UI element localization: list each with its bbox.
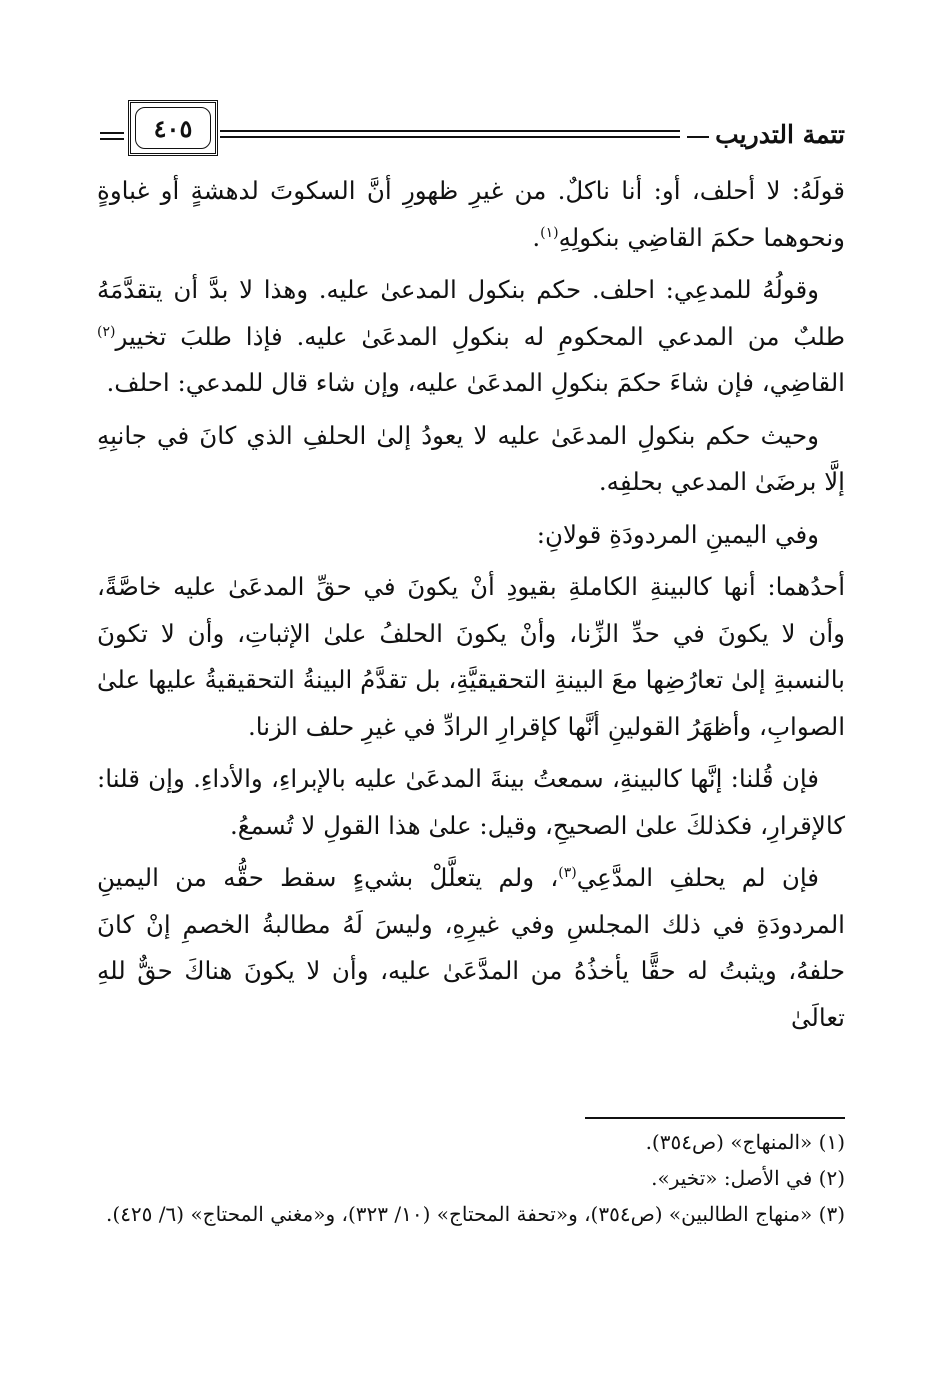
paragraph-2 (97, 267, 845, 407)
paragraph-1-end: . (532, 222, 541, 252)
footnote-separator (585, 1117, 845, 1119)
header-rule (220, 130, 680, 138)
paragraph-2-text-a: وقولُهُ للمدعِي: احلف. حكم بنكول المدعىٰ عليه. وهذا لا بدَّ أن يتقدَّمَهُ طلبٌ من المدعي المحكومِ له بنكولِ المدعَىٰ عليه. فإذا طلبَ تخيير (97, 275, 845, 351)
paragraph-3: وحيث حكم بنكولِ المدعَىٰ عليه لا يعودُ إلىٰ الحلفِ الذي كانَ في جانبِهِ إلَّا برضَىٰ المدعي بحلفِه. (97, 420, 845, 496)
paragraph-6: فإن قُلنا: إنَّها كالبينةِ، سمعتُ بينةَ المدعَىٰ عليه بالإبراءِ، والأداءِ. وإن قلنا: كالإقرارِ، فكذلكَ علىٰ الصحيحِ، وقيل: علىٰ هذا القولِ لا تُسمعُ. (97, 764, 845, 840)
footnotes (97, 1124, 845, 1232)
page-number-inner-frame (135, 107, 211, 149)
paragraph-1-text: قولَهُ: لا أحلف، أو: أنا ناكلٌ. من غيرِ ظهورِ أنَّ السكوتَ لدهشةٍ أو غباوةٍ ونحوهما حكمَ القاضِي بنكولِهِ (97, 176, 845, 252)
paragraph-5: أحدُهما: أنها كالبينةِ الكاملةِ بقيودِ أنْ يكونَ في حقِّ المدعَىٰ عليه خاصَّةً، وأن لا يكونَ في حدِّ الزِّنا، وأنْ يكونَ الحلفُ علىٰ الإثباتِ، وأن لا تكونَ بالنسبةِ إلىٰ تعارُضِها معَ البينةِ التحقيقيَّةِ، بل تقدَّمُ البينةُ التحقيقيةُ عليها علىٰ الصوابِ، وأظهَرُ القولينِ أنَّها كإقرارِ الرادِّ في غيرِ حلف الزنا. (97, 572, 845, 741)
header-rule-tail (100, 132, 124, 140)
paragraph-2-text-b: القاضِي، فإن شاءَ حكمَ بنكولِ المدعَىٰ عليه، وإن شاء قال للمدعي: احلف. (106, 368, 845, 397)
paragraph-7 (97, 855, 845, 1041)
page-header (100, 98, 845, 160)
running-title: تتمة التدريب (687, 120, 845, 149)
page-number: ٤٠٥ (153, 113, 193, 143)
footnote-2: (٢) في الأصل: «تخير». (651, 1166, 845, 1190)
page-number-frame (128, 100, 218, 156)
paragraph-1 (97, 168, 845, 261)
paragraph-7-text-a: فإن لم يحلفِ المدَّعِي (576, 863, 819, 892)
footnote-1: (١) «المنهاج» (ص٣٥٤). (645, 1130, 845, 1154)
paragraph-4: وفي اليمينِ المردودَةِ قولانِ: (536, 519, 819, 549)
footnote-marker-1: (١) (540, 224, 559, 241)
footnote-marker-3: (٣) (558, 864, 577, 881)
footnote-marker-2: (٢) (97, 323, 116, 340)
main-text (97, 168, 845, 1047)
paragraph-7-text-b: ، ولم يتعلَّلْ بشيءٍ سقط حقُّه من اليمينِ المردودَةِ في ذلك المجلسِ وفي غيرِهِ، وليسَ لَهُ مطالبةُ الخصمِ إنْ كانَ حلفهُ، ويثبتُ له حقًّا يأخذُهُ من المدَّعَىٰ عليه، وأن لا يكونَ هناكَ حقٌّ للهِ تعالَىٰ (97, 863, 845, 1032)
footnote-3: (٣) «منهاج الطالبين» (ص٣٥٤)، و«تحفة المحتاج» (١٠/ ٣٢٣)، و«مغني المحتاج» (٦/ ٤٢٥). (106, 1202, 845, 1226)
